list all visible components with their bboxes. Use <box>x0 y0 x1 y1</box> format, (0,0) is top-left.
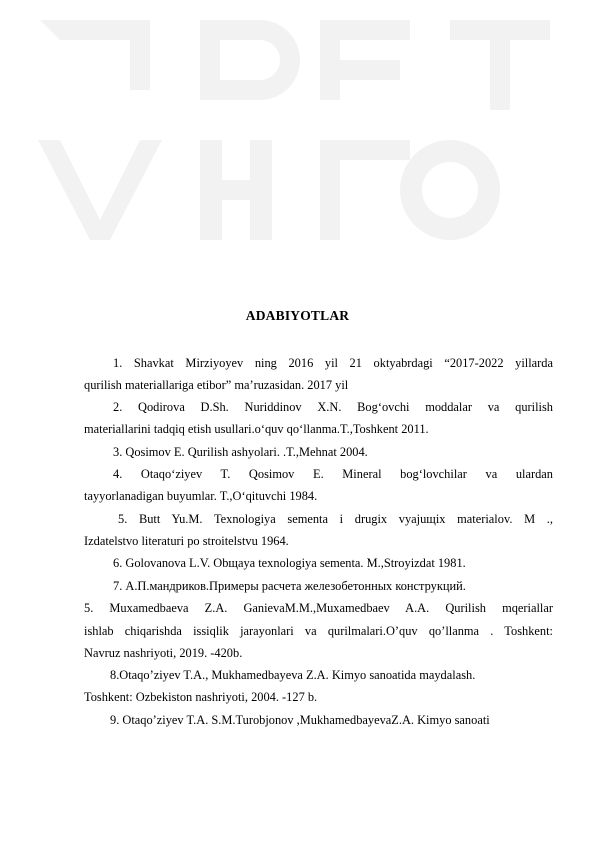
page-title: ADABIYOTLAR <box>245 308 350 323</box>
reference-6-line-1: 6. Golovanova L.V. Obщaya texnologiya sementa. M.,Stroyizdat 1981. <box>113 556 466 570</box>
reference-10-line-1: 9. Otaqo’ziyev T.A. S.M.Turobjonov ,MukhamedbayevaZ.A. Kimyo sanoati <box>110 713 490 727</box>
reference-8-line-3: Navruz nashriyoti, 2019. -420b. <box>84 646 243 660</box>
reference-3-line-1: 3. Qosimov E. Qurilish ashyolari. .T.,Mehnat 2004. <box>113 445 368 459</box>
reference-1-line-1: 1. Shavkat Mirziyoyev ning 2016 yil 21 oktyabrdagi “2017-2022 yillarda <box>113 356 553 370</box>
reference-8-line-2: ishlab chiqarishda issiqlik jarayonlari va qurilmalari.O’quv qo’llanma . Toshkent: <box>84 624 553 638</box>
reference-4-line-2: tayyorlanadigan buyumlar. T.,O‘qituvchi 1984. <box>84 489 318 503</box>
reference-5-line-2: Izdatelstvo literaturi po stroitelstvu 1964. <box>84 534 289 548</box>
reference-5-line-1: 5. Butt Yu.M. Texnologiya sementa i drugix vyajuщix materialov. M ., <box>118 512 553 526</box>
reference-2-line-2: materiallarini tadqiq etish usullari.o‘quv qo‘llanma.T.,Toshkent 2011. <box>84 422 429 436</box>
reference-2-line-1: 2. Qodirova D.Sh. Nuriddinov X.N. Bog‘ovchi moddalar va qurilish <box>113 400 553 414</box>
reference-9-line-2: Toshkent: Ozbekiston nashriyoti, 2004. -127 b. <box>84 690 318 704</box>
reference-7-line-1: 7. А.П.мандриков.Примеры расчета железобетонных конструкций. <box>113 579 466 593</box>
reference-8-line-1: 5. Muxamedbaeva Z.A. GanievaM.M.,Muxamedbaev A.A. Qurilish mqeriallar <box>84 601 553 615</box>
watermark-graphic <box>0 0 595 300</box>
reference-1-line-2: qurilish materiallariga etibor” ma’ruzasidan. 2017 yil <box>84 378 349 392</box>
reference-4-line-1: 4. Otaqo‘ziyev T. Qosimov E. Mineral bog‘lovchilar va ulardan <box>113 467 553 481</box>
reference-9-line-1: 8.Otaqo’ziyev T.A., Mukhamedbayeva Z.A. Kimyo sanoatida maydalash. <box>110 668 476 682</box>
